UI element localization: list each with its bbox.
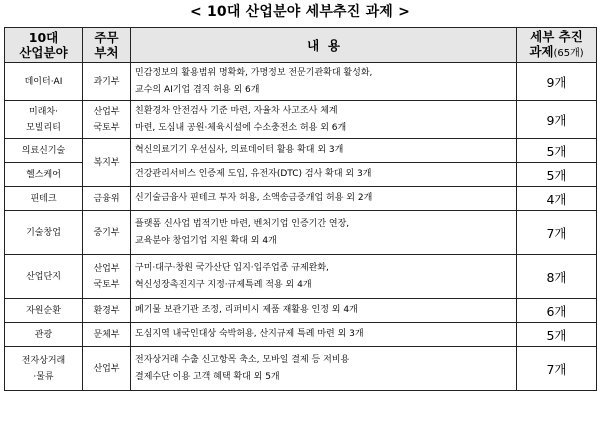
count-cell: 4개 (517, 187, 597, 211)
table-row (5, 139, 597, 163)
ministry-cell: 금융위 (83, 187, 131, 211)
sector-cell: 미래차· 모빌리티 (5, 101, 83, 139)
header-sector: 10대 산업분야 (5, 28, 83, 63)
table-row (5, 347, 597, 391)
table-row (5, 187, 597, 211)
sector-cell: 기술창업 (5, 211, 83, 255)
count-cell: 9개 (517, 63, 597, 101)
content-cell: 신기술금융사 핀테크 투자 허용, 소액송금중개업 허용 외 2개 (131, 187, 517, 211)
count-cell: 7개 (517, 347, 597, 391)
ministry-cell: 문체부 (83, 323, 131, 347)
ministry-cell: 산업부 (83, 347, 131, 391)
content-cell: 민감정보의 활용범위 명확화, 가명정보 전문기관확대 활성화, 교수의 AI기업 겸직 허용 외 6개 (131, 63, 517, 101)
tasks-table (4, 27, 597, 391)
table-row (5, 63, 597, 101)
sector-cell: 산업단지 (5, 255, 83, 299)
sector-cell: 의료신기술 (5, 139, 83, 163)
content-cell: 전자상거래 수출 신고항목 축소, 모바일 결제 등 저비용 결제수단 이용 고객 혜택 확대 외 5개 (131, 347, 517, 391)
sector-cell: 자원순환 (5, 299, 83, 323)
count-cell: 8개 (517, 255, 597, 299)
table-row (5, 323, 597, 347)
content-cell: 친환경차 안전검사 기준 마련, 자율차 사고조사 체계 마련, 도심내 공원·체육시설에 수소충전소 허용 외 6개 (131, 101, 517, 139)
content-cell: 플랫폼 신사업 법적기반 마련, 벤처기업 인증기간 연장, 교육분야 창업기업 지원 확대 외 4개 (131, 211, 517, 255)
table-row (5, 255, 597, 299)
table-header-row (5, 28, 597, 63)
sector-cell: 전자상거래 ·물류 (5, 347, 83, 391)
count-cell: 9개 (517, 101, 597, 139)
header-count: 세부 추진 과제(65개) (517, 28, 597, 63)
header-ministry: 주무 부처 (83, 28, 131, 63)
table-row (5, 211, 597, 255)
ministry-cell: 복지부 (83, 139, 131, 187)
count-cell: 5개 (517, 139, 597, 163)
ministry-cell: 환경부 (83, 299, 131, 323)
content-cell: 혁신의료기기 우선심사, 의료데이터 활용 확대 외 3개 (131, 139, 517, 163)
ministry-cell: 산업부 국토부 (83, 101, 131, 139)
content-cell: 구미·대구·창원 국가산단 입지·입주업종 규제완화, 혁신성장촉진지구 지정·규제특례 적용 외 4개 (131, 255, 517, 299)
ministry-cell: 과기부 (83, 63, 131, 101)
ministry-cell: 중기부 (83, 211, 131, 255)
count-cell: 5개 (517, 163, 597, 187)
document-title: < 10대 산업분야 세부추진 과제 > (189, 4, 411, 20)
table-row (5, 101, 597, 139)
count-cell: 5개 (517, 323, 597, 347)
content-cell: 도심지역 내국인대상 숙박허용, 산지규제 특례 마련 외 3개 (131, 323, 517, 347)
header-content: 내 용 (131, 28, 517, 63)
sector-cell: 데이터·AI (5, 63, 83, 101)
count-cell: 6개 (517, 299, 597, 323)
sector-cell: 관광 (5, 323, 83, 347)
count-cell: 7개 (517, 211, 597, 255)
sector-cell: 헬스케어 (5, 163, 83, 187)
table-row (5, 299, 597, 323)
sector-cell: 핀테크 (5, 187, 83, 211)
ministry-cell: 산업부 국토부 (83, 255, 131, 299)
content-cell: 건강관리서비스 인증제 도입, 유전자(DTC) 검사 확대 외 3개 (131, 163, 517, 187)
content-cell: 폐기물 보관기관 조정, 리퍼비시 제품 재활용 인정 외 4개 (131, 299, 517, 323)
